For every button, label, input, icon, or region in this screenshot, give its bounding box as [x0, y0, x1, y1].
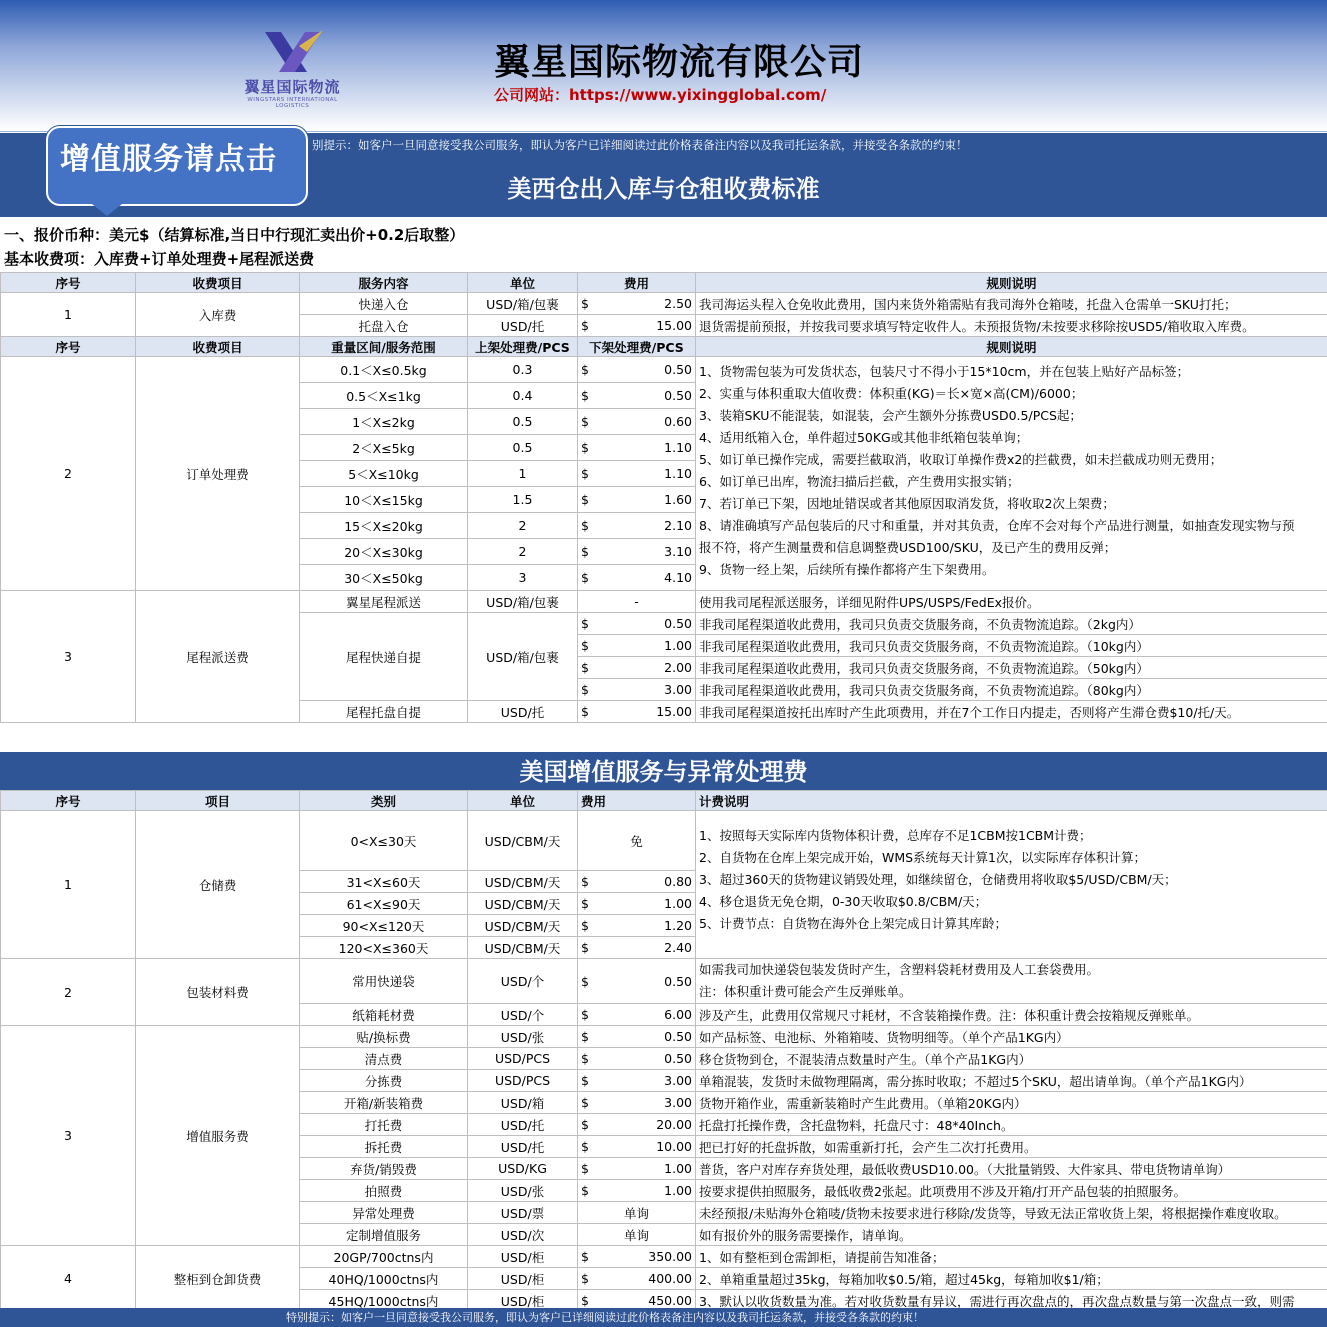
item-cell: 尾程派送费	[136, 591, 300, 723]
rule-cell: 单箱混装，发货时未做物理隔离，需分拣时收取；不超过5个SKU，超出请单询。（单个产品1KG内）	[696, 1070, 1327, 1092]
unit-cell: USD/箱	[468, 1092, 578, 1114]
rule-cell: 非我司尾程渠道收此费用，我司只负责交货服务商，不负责物流追踪。（2kg内）	[696, 613, 1327, 635]
currency: $	[581, 518, 589, 533]
fee-value: 15.00	[656, 704, 692, 719]
fee-value: 6.00	[664, 1007, 692, 1022]
service-cell: 尾程快递自提	[300, 613, 468, 701]
range-cell: 0.5＜X≤1kg	[300, 383, 468, 409]
rule-cell: 移仓货物到仓，不混装清点数量时产生。（单个产品1KG内）	[696, 1048, 1327, 1070]
range-cell: 15＜X≤20kg	[300, 513, 468, 539]
rule-cell: 如有报价外的服务需要操作，请单询。	[696, 1224, 1327, 1246]
fee-cell: 免	[578, 811, 696, 871]
service-cell: 托盘入仓	[300, 315, 468, 337]
item-cell: 增值服务费	[136, 1026, 300, 1246]
fee-cell	[578, 1136, 696, 1158]
currency: $	[581, 704, 589, 719]
fee-value: 15.00	[656, 318, 692, 333]
rule-line: 4、适用纸箱入仓，单件超过50KG或其他非纸箱包装单询；	[699, 430, 1029, 445]
th-service: 服务内容	[300, 273, 468, 293]
up-fee-cell: 0.5	[468, 435, 578, 461]
notice-bar-bottom	[0, 1308, 1327, 1327]
unit-cell: USD/托	[468, 701, 578, 723]
fee-cell	[578, 293, 696, 315]
currency: $	[581, 1029, 589, 1044]
category-cell: 拆托费	[300, 1136, 468, 1158]
rule-cell: 我司海运头程入仓免收此费用，国内来货外箱需贴有我司海外仓箱唛，托盘入仓需单一SKU打托；	[696, 293, 1327, 315]
fee-cell	[578, 1158, 696, 1180]
currency: $	[581, 638, 589, 653]
table-row	[1, 1246, 1327, 1268]
currency: $	[581, 1073, 589, 1088]
fee-value: 3.00	[664, 682, 692, 697]
table-row	[1, 1026, 1327, 1048]
fee-cell	[578, 1026, 696, 1048]
currency: $	[581, 466, 589, 481]
rule-cell: 托盘打托操作费，含托盘物料，托盘尺寸：48*40Inch。	[696, 1114, 1327, 1136]
rule-line: 1、货物需包装为可发货状态，包装尺寸不得小于15*10cm，并在包装上贴好产品标签；	[699, 364, 1190, 379]
table-row	[1, 811, 1327, 871]
fee-cell	[578, 1114, 696, 1136]
fee-value: 2.10	[664, 518, 692, 533]
currency: $	[581, 1249, 589, 1264]
up-fee-cell: 0.3	[468, 357, 578, 383]
unit-cell: USD/CBM/天	[468, 915, 578, 937]
unit-cell: USD/CBM/天	[468, 871, 578, 893]
order-rules-cell	[696, 357, 1327, 591]
currency: $	[581, 414, 589, 429]
th-fee: 费用	[578, 791, 696, 811]
fee-cell	[578, 1048, 696, 1070]
table1-header-row	[1, 273, 1327, 293]
fee-cell	[578, 893, 696, 915]
rule-cell: 2、单箱重量超过35kg，每箱加收$0.5/箱，超过45kg，每箱加收$1/箱；	[696, 1268, 1327, 1290]
th-seq: 序号	[1, 337, 136, 357]
table-row	[1, 591, 1327, 613]
range-cell: 0.1＜X≤0.5kg	[300, 357, 468, 383]
fee-value: 3.00	[664, 1095, 692, 1110]
currency: $	[581, 1271, 589, 1286]
unit-cell: USD/张	[468, 1180, 578, 1202]
fee-value: 2.40	[664, 940, 692, 955]
rule-line: 如需我司加快递袋包装发货时产生，含塑料袋耗材费用及人工套袋费用。	[699, 962, 1100, 977]
fee-cell	[578, 1092, 696, 1114]
table4-header-row	[1, 791, 1327, 811]
category-cell: 45HQ/1000ctns内	[300, 1290, 468, 1312]
table2-header-row	[1, 337, 1327, 357]
fee-value: 2.50	[664, 296, 692, 311]
category-cell: 清点费	[300, 1048, 468, 1070]
rule-line: 9、货物一经上架，后续所有操作都将产生下架费用。	[699, 562, 995, 577]
fee-value: 1.20	[664, 918, 692, 933]
rule-cell: 未经预报/未贴海外仓箱唛/货物未按要求进行移除/发货等，导致无法正常收货上架，将根据操作难度收取。	[696, 1202, 1327, 1224]
down-fee-cell	[578, 539, 696, 565]
fee-value: 0.50	[664, 1051, 692, 1066]
fee-cell: 单询	[578, 1224, 696, 1246]
rule-cell: 把已打好的托盘拆散，如需重新打托，会产生二次打托费用。	[696, 1136, 1327, 1158]
fee-value: 1.00	[664, 638, 692, 653]
section2-title-bar	[0, 752, 1327, 790]
basic-fee-line: 基本收费项：入库费+订单处理费+尾程派送费	[4, 250, 315, 268]
item-cell: 入库费	[136, 293, 300, 337]
rule-cell: 3、默认以收货数量为准。若对收货数量有异议，需进行再次盘点的，再次盘点数量与第一次盘点一致，则需	[696, 1290, 1327, 1312]
fee-cell: -	[578, 591, 696, 613]
rule-line: 5、如订单已操作完成，需要拦截取消，收取订单操作费x2的拦截费，如未拦截成功则无费用；	[699, 452, 1223, 467]
rule-line: 2、自货物在仓库上架完成开始，WMS系统每天计算1次，以实际库存体积计算；	[699, 850, 1146, 865]
company-logo	[230, 30, 355, 110]
fee-cell	[578, 915, 696, 937]
fee-value: 0.50	[664, 388, 692, 403]
rule-line: 3、超过360天的货物建议销毁处理，如继续留仓，仓储费用将收取$5/USD/CBM/天；	[699, 872, 1177, 887]
service-cell: 翼星尾程派送	[300, 591, 468, 613]
currency: $	[581, 616, 589, 631]
page-header	[0, 0, 1327, 132]
fee-value: 0.50	[664, 973, 692, 989]
rule-cell: 涉及产生，此费用仅常规尺寸耗材，不含装箱操作费。注：体积重计费会按箱规反弹账单。	[696, 1004, 1327, 1026]
company-title: 翼星国际物流有限公司	[494, 42, 865, 83]
section2-title: 美国增值服务与异常处理费	[519, 758, 808, 786]
fee-cell	[578, 679, 696, 701]
unit-cell: USD/CBM/天	[468, 811, 578, 871]
th-unit: 单位	[468, 791, 578, 811]
up-fee-cell: 2	[468, 539, 578, 565]
fee-value: 1.10	[664, 466, 692, 481]
currency: $	[581, 296, 589, 311]
rule-line: 1、按照每天实际库内货物体积计费，总库存不足1CBM按1CBM计费；	[699, 828, 1092, 843]
up-fee-cell: 0.4	[468, 383, 578, 409]
range-cell: 5＜X≤10kg	[300, 461, 468, 487]
currency: $	[581, 940, 589, 955]
fee-value: 1.00	[664, 1161, 692, 1176]
unit-cell: USD/次	[468, 1224, 578, 1246]
category-cell: 异常处理费	[300, 1202, 468, 1224]
fee-cell	[578, 315, 696, 337]
range-cell: 30＜X≤50kg	[300, 565, 468, 591]
currency: $	[581, 1293, 589, 1308]
unit-cell: USD/柜	[468, 1268, 578, 1290]
unit-cell: USD/个	[468, 959, 578, 1004]
storage-rules-cell	[696, 811, 1327, 959]
th-item: 收费项目	[136, 273, 300, 293]
rule-cell: 货物开箱作业，需重新装箱时产生此费用。（单箱20KG内）	[696, 1092, 1327, 1114]
currency: $	[581, 918, 589, 933]
rule-cell: 1、如有整柜到仓需卸柜，请提前告知准备；	[696, 1246, 1327, 1268]
rule-line: 7、若订单已下架，因地址错误或者其他原因取消发货，将收取2次上架费；	[699, 496, 1115, 511]
seq-cell: 3	[1, 1026, 136, 1246]
unit-cell: USD/PCS	[468, 1070, 578, 1092]
fee-value: 3.10	[664, 544, 692, 559]
fee-cell	[578, 657, 696, 679]
category-cell: 40HQ/1000ctns内	[300, 1268, 468, 1290]
category-cell: 常用快递袋	[300, 959, 468, 1004]
section1-title: 美西仓出入库与仓租收费标准	[507, 175, 820, 203]
down-fee-cell	[578, 409, 696, 435]
fee-cell	[578, 635, 696, 657]
unit-cell: USD/票	[468, 1202, 578, 1224]
unit-cell: USD/托	[468, 315, 578, 337]
rule-line: 2、实重与体积重取大值收费：体积重(KG)＝长×宽×高(CM)/6000；	[699, 386, 1084, 401]
fee-value: 0.80	[664, 874, 692, 889]
fee-cell	[578, 1268, 696, 1290]
fee-value: 1.60	[664, 492, 692, 507]
th-rule: 规则说明	[696, 337, 1327, 357]
category-cell: 贴/换标费	[300, 1026, 468, 1048]
item-cell: 包装材料费	[136, 959, 300, 1026]
up-fee-cell: 2	[468, 513, 578, 539]
fee-value: 0.50	[664, 1029, 692, 1044]
seq-cell: 1	[1, 293, 136, 337]
item-cell: 整柜到仓卸货费	[136, 1246, 300, 1312]
currency: $	[581, 492, 589, 507]
fee-value: 2.00	[664, 660, 692, 675]
unit-cell: USD/柜	[468, 1290, 578, 1312]
unit-cell: USD/箱/包裹	[468, 613, 578, 701]
th-item: 收费项目	[136, 337, 300, 357]
rule-line: 6、如订单已出库，物流扫描后拦截，产生费用实报实销；	[699, 474, 1020, 489]
category-cell: 31<X≤60天	[300, 871, 468, 893]
th-up-fee: 上架处理费/PCS	[468, 337, 578, 357]
category-cell: 定制增值服务	[300, 1224, 468, 1246]
category-cell: 120<X≤360天	[300, 937, 468, 959]
service-cell: 尾程托盘自提	[300, 701, 468, 723]
currency: $	[581, 388, 589, 403]
th-category: 类别	[300, 791, 468, 811]
wingstar-logo-icon	[263, 30, 323, 74]
value-added-table	[0, 790, 1327, 1312]
th-unit: 单位	[468, 273, 578, 293]
rule-cell: 按要求提供拍照服务，最低收费2张起。此项费用不涉及开箱/打开产品包装的拍照服务。	[696, 1180, 1327, 1202]
down-fee-cell	[578, 461, 696, 487]
unit-cell: USD/PCS	[468, 1048, 578, 1070]
seq-cell: 3	[1, 591, 136, 723]
rule-cell: 如产品标签、电池标、外箱箱唛、货物明细等。（单个产品1KG内）	[696, 1026, 1327, 1048]
currency: $	[581, 874, 589, 889]
unit-cell: USD/箱/包裹	[468, 591, 578, 613]
fee-value: 400.00	[648, 1271, 692, 1286]
fee-value: 1.00	[664, 896, 692, 911]
fee-cell	[578, 1246, 696, 1268]
category-cell: 弃货/销毁费	[300, 1158, 468, 1180]
currency: $	[581, 1161, 589, 1176]
fee-cell	[578, 1004, 696, 1026]
th-rule: 计费说明	[696, 791, 1327, 811]
category-cell: 分拣费	[300, 1070, 468, 1092]
rule-line: 4、移仓退货无免仓期，0-30天收取$0.8/CBM/天；	[699, 894, 988, 909]
fee-value: 1.00	[664, 1183, 692, 1198]
fee-cell	[578, 959, 696, 1004]
warehouse-fee-table	[0, 272, 1327, 723]
seq-cell: 1	[1, 811, 136, 959]
fee-value: 0.50	[664, 362, 692, 377]
fee-value: 10.00	[656, 1139, 692, 1154]
unit-cell: USD/张	[468, 1026, 578, 1048]
category-cell: 拍照费	[300, 1180, 468, 1202]
range-cell: 20＜X≤30kg	[300, 539, 468, 565]
up-fee-cell: 0.5	[468, 409, 578, 435]
unit-cell: USD/个	[468, 1004, 578, 1026]
fee-value: 0.50	[664, 616, 692, 631]
fee-value: 3.00	[664, 1073, 692, 1088]
unit-cell: USD/托	[468, 1114, 578, 1136]
currency: $	[581, 660, 589, 675]
callout-pointer	[92, 204, 122, 216]
currency: $	[581, 682, 589, 697]
currency: $	[581, 1051, 589, 1066]
table-row	[1, 959, 1327, 1004]
table-row	[1, 293, 1327, 315]
category-cell: 纸箱耗材费	[300, 1004, 468, 1026]
th-fee: 费用	[578, 273, 696, 293]
th-seq: 序号	[1, 273, 136, 293]
currency: $	[581, 570, 589, 585]
th-seq: 序号	[1, 791, 136, 811]
fee-cell: 单询	[578, 1202, 696, 1224]
rule-cell: 使用我司尾程派送服务，详细见附件UPS/USPS/FedEx报价。	[696, 591, 1327, 613]
down-fee-cell	[578, 383, 696, 409]
rule-cell: 退货需提前预报，并按我司要求填写特定收件人。未预报货物/未按要求移除按USD5/箱收取入库费。	[696, 315, 1327, 337]
category-cell: 20GP/700ctns内	[300, 1246, 468, 1268]
currency: $	[581, 1095, 589, 1110]
rule-cell: 非我司尾程渠道收此费用，我司只负责交货服务商，不负责物流追踪。（50kg内）	[696, 657, 1327, 679]
category-cell: 61<X≤90天	[300, 893, 468, 915]
fee-cell	[578, 937, 696, 959]
seq-cell: 4	[1, 1246, 136, 1312]
up-fee-cell: 1	[468, 461, 578, 487]
currency: $	[581, 1183, 589, 1198]
rule-line: 3、装箱SKU不能混装，如混装，会产生额外分拣费USD0.5/PCS起；	[699, 408, 1082, 423]
up-fee-cell: 1.5	[468, 487, 578, 513]
category-cell: 90<X≤120天	[300, 915, 468, 937]
fee-value: 450.00	[648, 1293, 692, 1308]
down-fee-cell	[578, 513, 696, 539]
down-fee-cell	[578, 435, 696, 461]
fee-value: 1.10	[664, 440, 692, 455]
company-website[interactable]: 公司网站：https://www.yixingglobal.com/	[494, 86, 827, 104]
currency-line: 一、报价币种：美元$（结算标准,当日中行现汇卖出价+0.2后取整）	[4, 226, 465, 244]
range-cell: 1＜X≤2kg	[300, 409, 468, 435]
rule-cell: 非我司尾程渠道收此费用，我司只负责交货服务商，不负责物流追踪。（10kg内）	[696, 635, 1327, 657]
currency: $	[581, 362, 589, 377]
rule-cell	[696, 959, 1327, 1004]
fee-cell	[578, 613, 696, 635]
rule-line: 8、请准确填写产品包装后的尺寸和重量，并对其负责，仓库不会对每个产品进行测量，如抽查发现实物与预	[699, 518, 1295, 533]
up-fee-cell: 3	[468, 565, 578, 591]
rule-cell: 普货，客户对库存弃货处理，最低收费USD10.00。（大批量销毁、大件家具、带电货物请单询）	[696, 1158, 1327, 1180]
category-cell: 开箱/新装箱费	[300, 1092, 468, 1114]
table-row	[1, 357, 1327, 383]
unit-cell: USD/CBM/天	[468, 937, 578, 959]
currency: $	[581, 1117, 589, 1132]
notice-text-top: 别提示：如客户一旦同意接受我公司服务，即认为客户已详细阅读过此价格表备注内容以及我司托运条款，并接受各条款的约束！	[312, 138, 968, 152]
category-cell: 打托费	[300, 1114, 468, 1136]
currency: $	[581, 1139, 589, 1154]
fee-cell	[578, 1180, 696, 1202]
rule-line: 报不符，将产生测量费和信息调整费USD100/SKU，及已产生的费用反弹；	[699, 540, 1117, 555]
unit-cell: USD/CBM/天	[468, 893, 578, 915]
currency: $	[581, 1007, 589, 1022]
down-fee-cell	[578, 487, 696, 513]
logo-text-en: WINGSTARS INTERNATIONAL LOGISTICS	[247, 97, 338, 109]
unit-cell: USD/柜	[468, 1246, 578, 1268]
logo-text-cn: 翼星国际物流	[244, 78, 341, 96]
notice-text-bottom: 特别提示：如客户一旦同意接受我公司服务，即认为客户已详细阅读过此价格表备注内容以及我司托运条款，并接受各条款的约束！	[286, 1311, 924, 1324]
range-cell: 2＜X≤5kg	[300, 435, 468, 461]
th-range: 重量区间/服务范围	[300, 337, 468, 357]
service-cell: 快递入仓	[300, 293, 468, 315]
fee-value: 4.10	[664, 570, 692, 585]
unit-cell: USD/托	[468, 1136, 578, 1158]
th-down-fee: 下架处理费/PCS	[578, 337, 696, 357]
rule-line: 5、计费节点：自货物在海外仓上架完成日计算其库龄；	[699, 916, 1007, 931]
rule-cell: 非我司尾程渠道收此费用，我司只负责交货服务商，不负责物流追踪。（80kg内）	[696, 679, 1327, 701]
currency: $	[581, 973, 589, 989]
range-cell: 10＜X≤15kg	[300, 487, 468, 513]
down-fee-cell	[578, 565, 696, 591]
value-added-callout-button[interactable]: 增值服务请点击	[46, 126, 308, 206]
fee-cell	[578, 1070, 696, 1092]
currency: $	[581, 318, 589, 333]
currency: $	[581, 896, 589, 911]
th-rule: 规则说明	[696, 273, 1327, 293]
fee-cell	[578, 701, 696, 723]
fee-cell	[578, 871, 696, 893]
fee-value: 20.00	[656, 1117, 692, 1132]
currency: $	[581, 440, 589, 455]
item-cell: 订单处理费	[136, 357, 300, 591]
unit-cell: USD/KG	[468, 1158, 578, 1180]
unit-cell: USD/箱/包裹	[468, 293, 578, 315]
th-item: 项目	[136, 791, 300, 811]
item-cell: 仓储费	[136, 811, 300, 959]
seq-cell: 2	[1, 357, 136, 591]
fee-value: 0.60	[664, 414, 692, 429]
category-cell: 0<X≤30天	[300, 811, 468, 871]
seq-cell: 2	[1, 959, 136, 1026]
fee-value: 350.00	[648, 1249, 692, 1264]
currency: $	[581, 544, 589, 559]
rule-cell: 非我司尾程渠道按托出库时产生此项费用，并在7个工作日内提走，否则将产生滞仓费$10/托/天。	[696, 701, 1327, 723]
down-fee-cell	[578, 357, 696, 383]
rule-line: 注：体积重计费可能会产生反弹账单。	[699, 984, 912, 999]
